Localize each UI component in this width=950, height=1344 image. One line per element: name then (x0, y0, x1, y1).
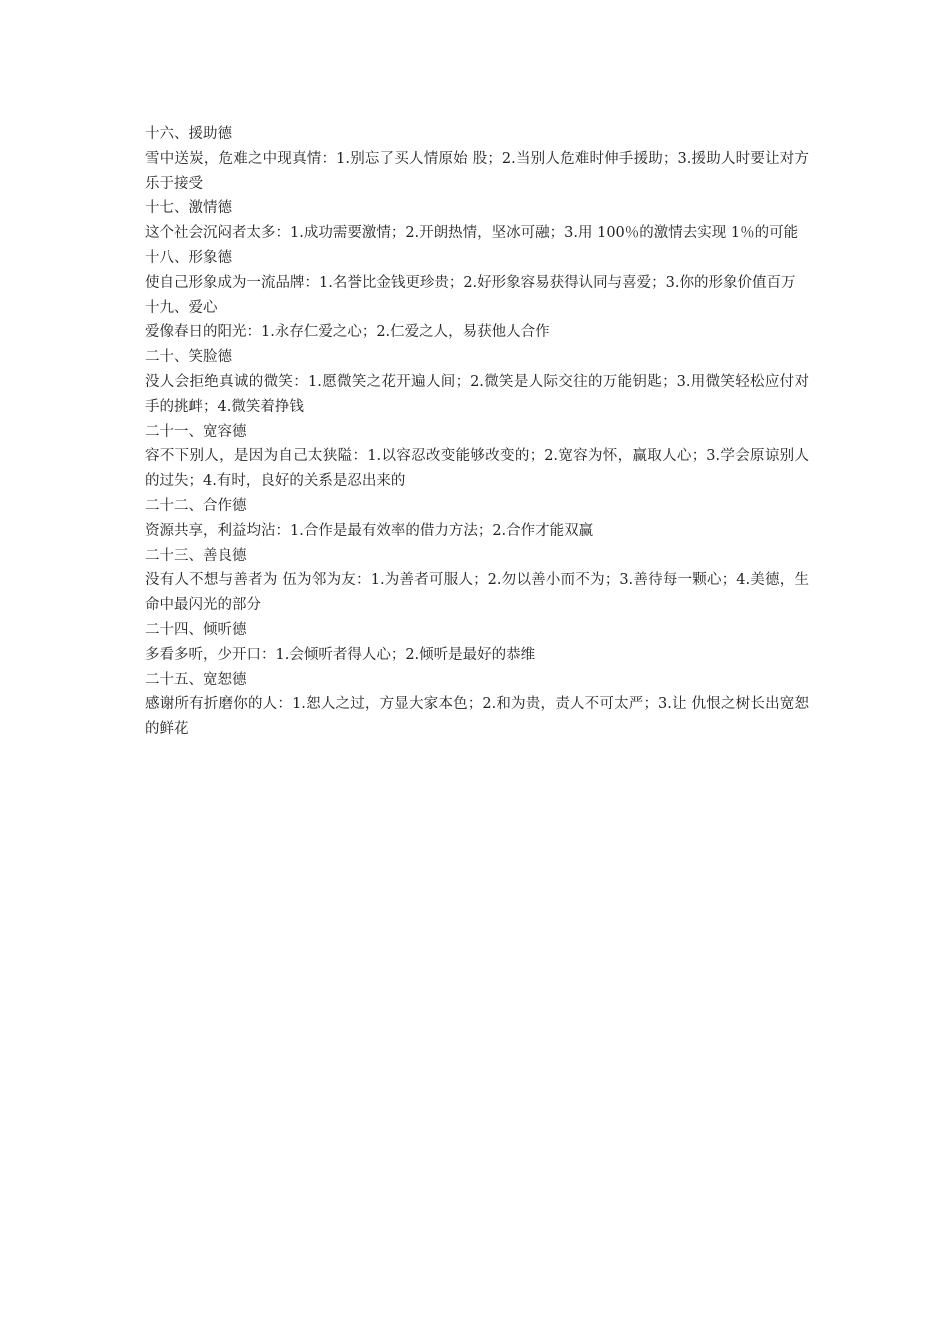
section-body: 多看多听，少开口：1.会倾听者得人心；2.倾听是最好的恭维 (145, 646, 536, 663)
section-title: 二十三、善良德 (145, 547, 247, 564)
section (145, 196, 809, 246)
section (145, 494, 809, 544)
section-body: 爱像春日的阳光：1.永存仁爱之心；2.仁爱之人，易获他人合作 (145, 324, 550, 341)
section (145, 618, 809, 668)
section-body: 这个社会沉闷者太多：1.成功需要激情；2.开朗热情，坚冰可融；3.用 100％的激情去实现 1％的可能 (145, 225, 799, 242)
section-title: 二十一、宽容德 (145, 423, 247, 440)
section-title: 十八、形象德 (145, 249, 232, 266)
section-body: 没有人不想与善者为 伍为邻为友：1.为善者可服人；2.勿以善小而不为；3.善待每一颗心；4.美德，生命中最闪光的部分 (145, 572, 809, 614)
section-title: 十九、爱心 (145, 299, 218, 316)
section-body: 雪中送炭，危难之中现真情：1.别忘了买人情原始 股；2.当别人危难时伸手援助；3.援助人时要让对方乐于接受 (145, 150, 809, 192)
section-title: 十七、激情德 (145, 200, 232, 217)
section-title: 二十二、合作德 (145, 497, 247, 514)
section-body: 使自己形象成为一流品牌：1.名誉比金钱更珍贵；2.好形象容易获得认同与喜爱；3.你的形象价值百万 (145, 274, 796, 291)
section (145, 544, 809, 618)
section-body: 容不下别人，是因为自己太狭隘：1.以容忍改变能够改变的；2.宽容为怀，赢取人心；3.学会原谅别人的过失；4.有时，良好的关系是忍出来的 (145, 448, 809, 490)
section (145, 420, 809, 494)
section (145, 668, 809, 742)
section-title: 二十五、宽恕德 (145, 671, 247, 688)
section (145, 345, 809, 419)
section-title: 十六、援助德 (145, 126, 232, 142)
section-body: 感谢所有折磨你的人：1.恕人之过，方显大家本色；2.和为贵，责人不可太严；3.让 仇恨之树长出宽恕的鲜花 (145, 696, 809, 738)
document-page (145, 122, 809, 742)
section (145, 296, 809, 346)
section-body: 没人会拒绝真诚的微笑：1.愿微笑之花开遍人间；2.微笑是人际交往的万能钥匙；3.用微笑轻松应付对手的挑衅；4.微笑着挣钱 (145, 373, 809, 415)
section (145, 122, 809, 196)
section (145, 246, 809, 296)
section-title: 二十、笑脸德 (145, 349, 232, 366)
section-title: 二十四、倾听德 (145, 621, 247, 638)
section-body: 资源共享，利益均沾：1.合作是最有效率的借力方法；2.合作才能双赢 (145, 522, 594, 539)
